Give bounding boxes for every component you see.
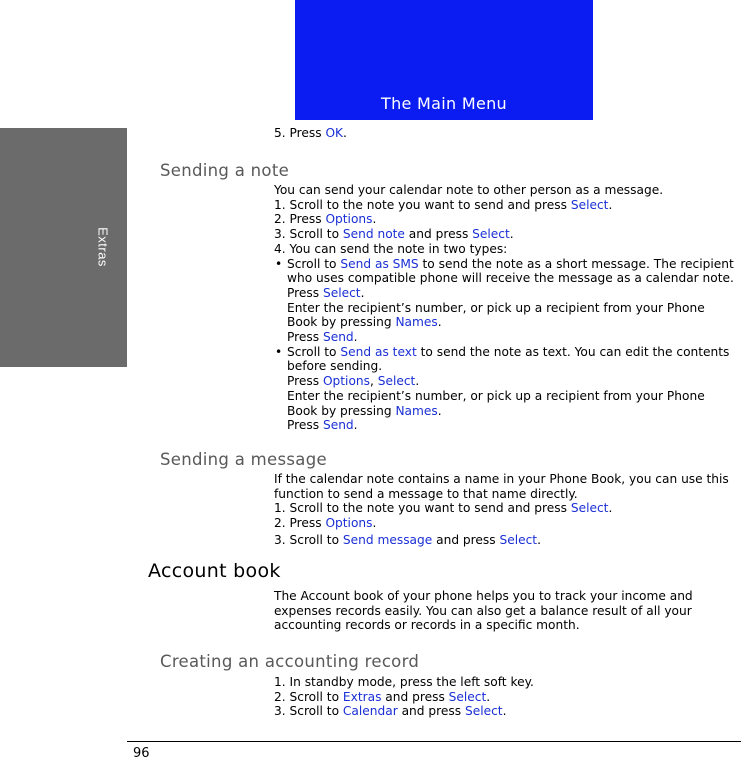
step-5: 5. Press OK.	[274, 126, 347, 140]
footer-divider	[127, 741, 741, 742]
keyword: OK	[325, 126, 344, 140]
heading-sending-a-message: Sending a message	[160, 450, 327, 469]
section-banner	[295, 0, 593, 120]
sending-note-body: You can send your calendar note to other person as a message. 1. Scroll to the note you want to send and press Select. 2. Press Options. 3. Scroll to Send note and press Select. 4. You can send the note in two types: • Scroll to Send as SMS to send the note as a short message. The recipient who uses compatible phone will receive the message as a calendar note. Press Select. Enter the recipient’s number, or pick up a recipient from your Phone Book by pressing Names. Press Send. • Scroll to Send as text to send the note as text. You can edit the contents before sending. Press Options, Select. Enter the recipient’s number, or pick up a recipient from your Phone Book by pressing Names. Press Send.	[274, 183, 736, 433]
chapter-tab-label: Extras	[95, 227, 111, 267]
option-send-as-text: • Scroll to Send as text to send the note as text. You can edit the contents before sending. Press Options, Select. Enter the recipient’s number, or pick up a recipient from your Phone Book by pressing Names. Press Send.	[274, 345, 736, 433]
heading-account-book: Account book	[148, 560, 281, 582]
account-book-intro: The Account book of your phone helps you to track your income and expenses records easily. You can also get a balance result of all your accounting records or records in a specific month.	[274, 589, 693, 633]
option-send-as-sms: • Scroll to Send as SMS to send the note as a short message. The recipient who uses compatible phone will receive the message as a calendar note. Press Select. Enter the recipient’s number, or pick up a recipient from your Phone Book by pressing Names. Press Send.	[274, 257, 736, 345]
banner-title: The Main Menu	[381, 94, 507, 113]
heading-creating-accounting-record: Creating an accounting record	[160, 652, 420, 671]
heading-sending-a-note: Sending a note	[160, 161, 290, 180]
sending-message-body: If the calendar note contains a name in your Phone Book, you can use this function to send a message to that name directly. 1. Scroll to the note you want to send and press Select. 2. Press Options. 3. Scroll to Send message and press Select.	[274, 472, 729, 547]
creating-record-body: 1. In standby mode, press the left soft key. 2. Scroll to Extras and press Select. 3. Scroll to Calendar and press Select.	[274, 675, 534, 719]
page-number: 96	[133, 746, 150, 761]
